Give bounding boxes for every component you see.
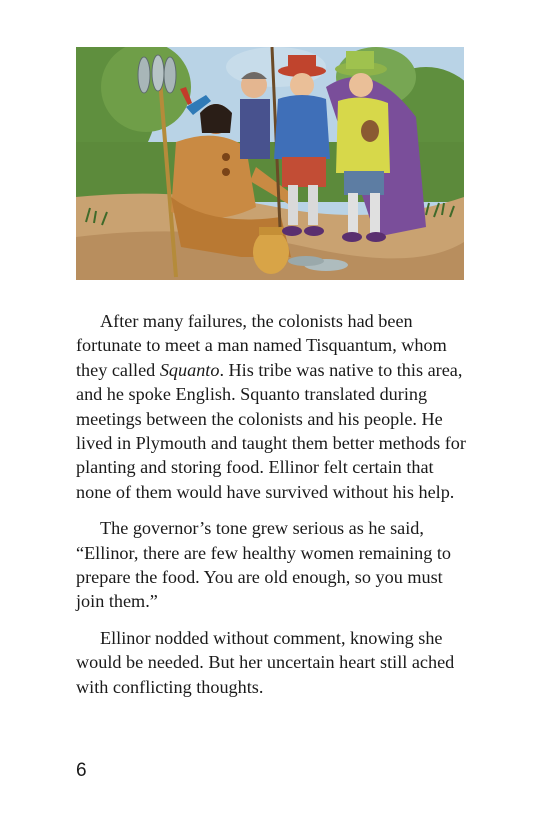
story-illustration [76, 47, 464, 280]
story-text [76, 309, 468, 711]
italic-name-squanto: Squanto [159, 359, 220, 380]
page-number: 6 [76, 760, 87, 781]
paragraph-3: Ellinor nodded without comment, knowing she would be needed. But her uncertain heart still ached with conflicting thoughts. [76, 627, 455, 697]
paragraph-1-text: After many failures, the colonists had been fortunate to meet a man named Tisquantum, whom they called [76, 311, 447, 380]
paragraph-1 [76, 309, 468, 504]
paragraph-1-text-continued: . His tribe was native to this area, and he spoke English. Squanto translated during meetings between the colonists and his people. He lived in Plymouth and taught them better methods for planting and storing food. Ellinor felt certain that none of them would have survived without his help. [76, 359, 466, 502]
paragraph-2: The governor’s tone grew serious as he said, “Ellinor, there are few healthy women remaining to prepare the food. You are old enough, so you must join them.” [76, 518, 452, 612]
